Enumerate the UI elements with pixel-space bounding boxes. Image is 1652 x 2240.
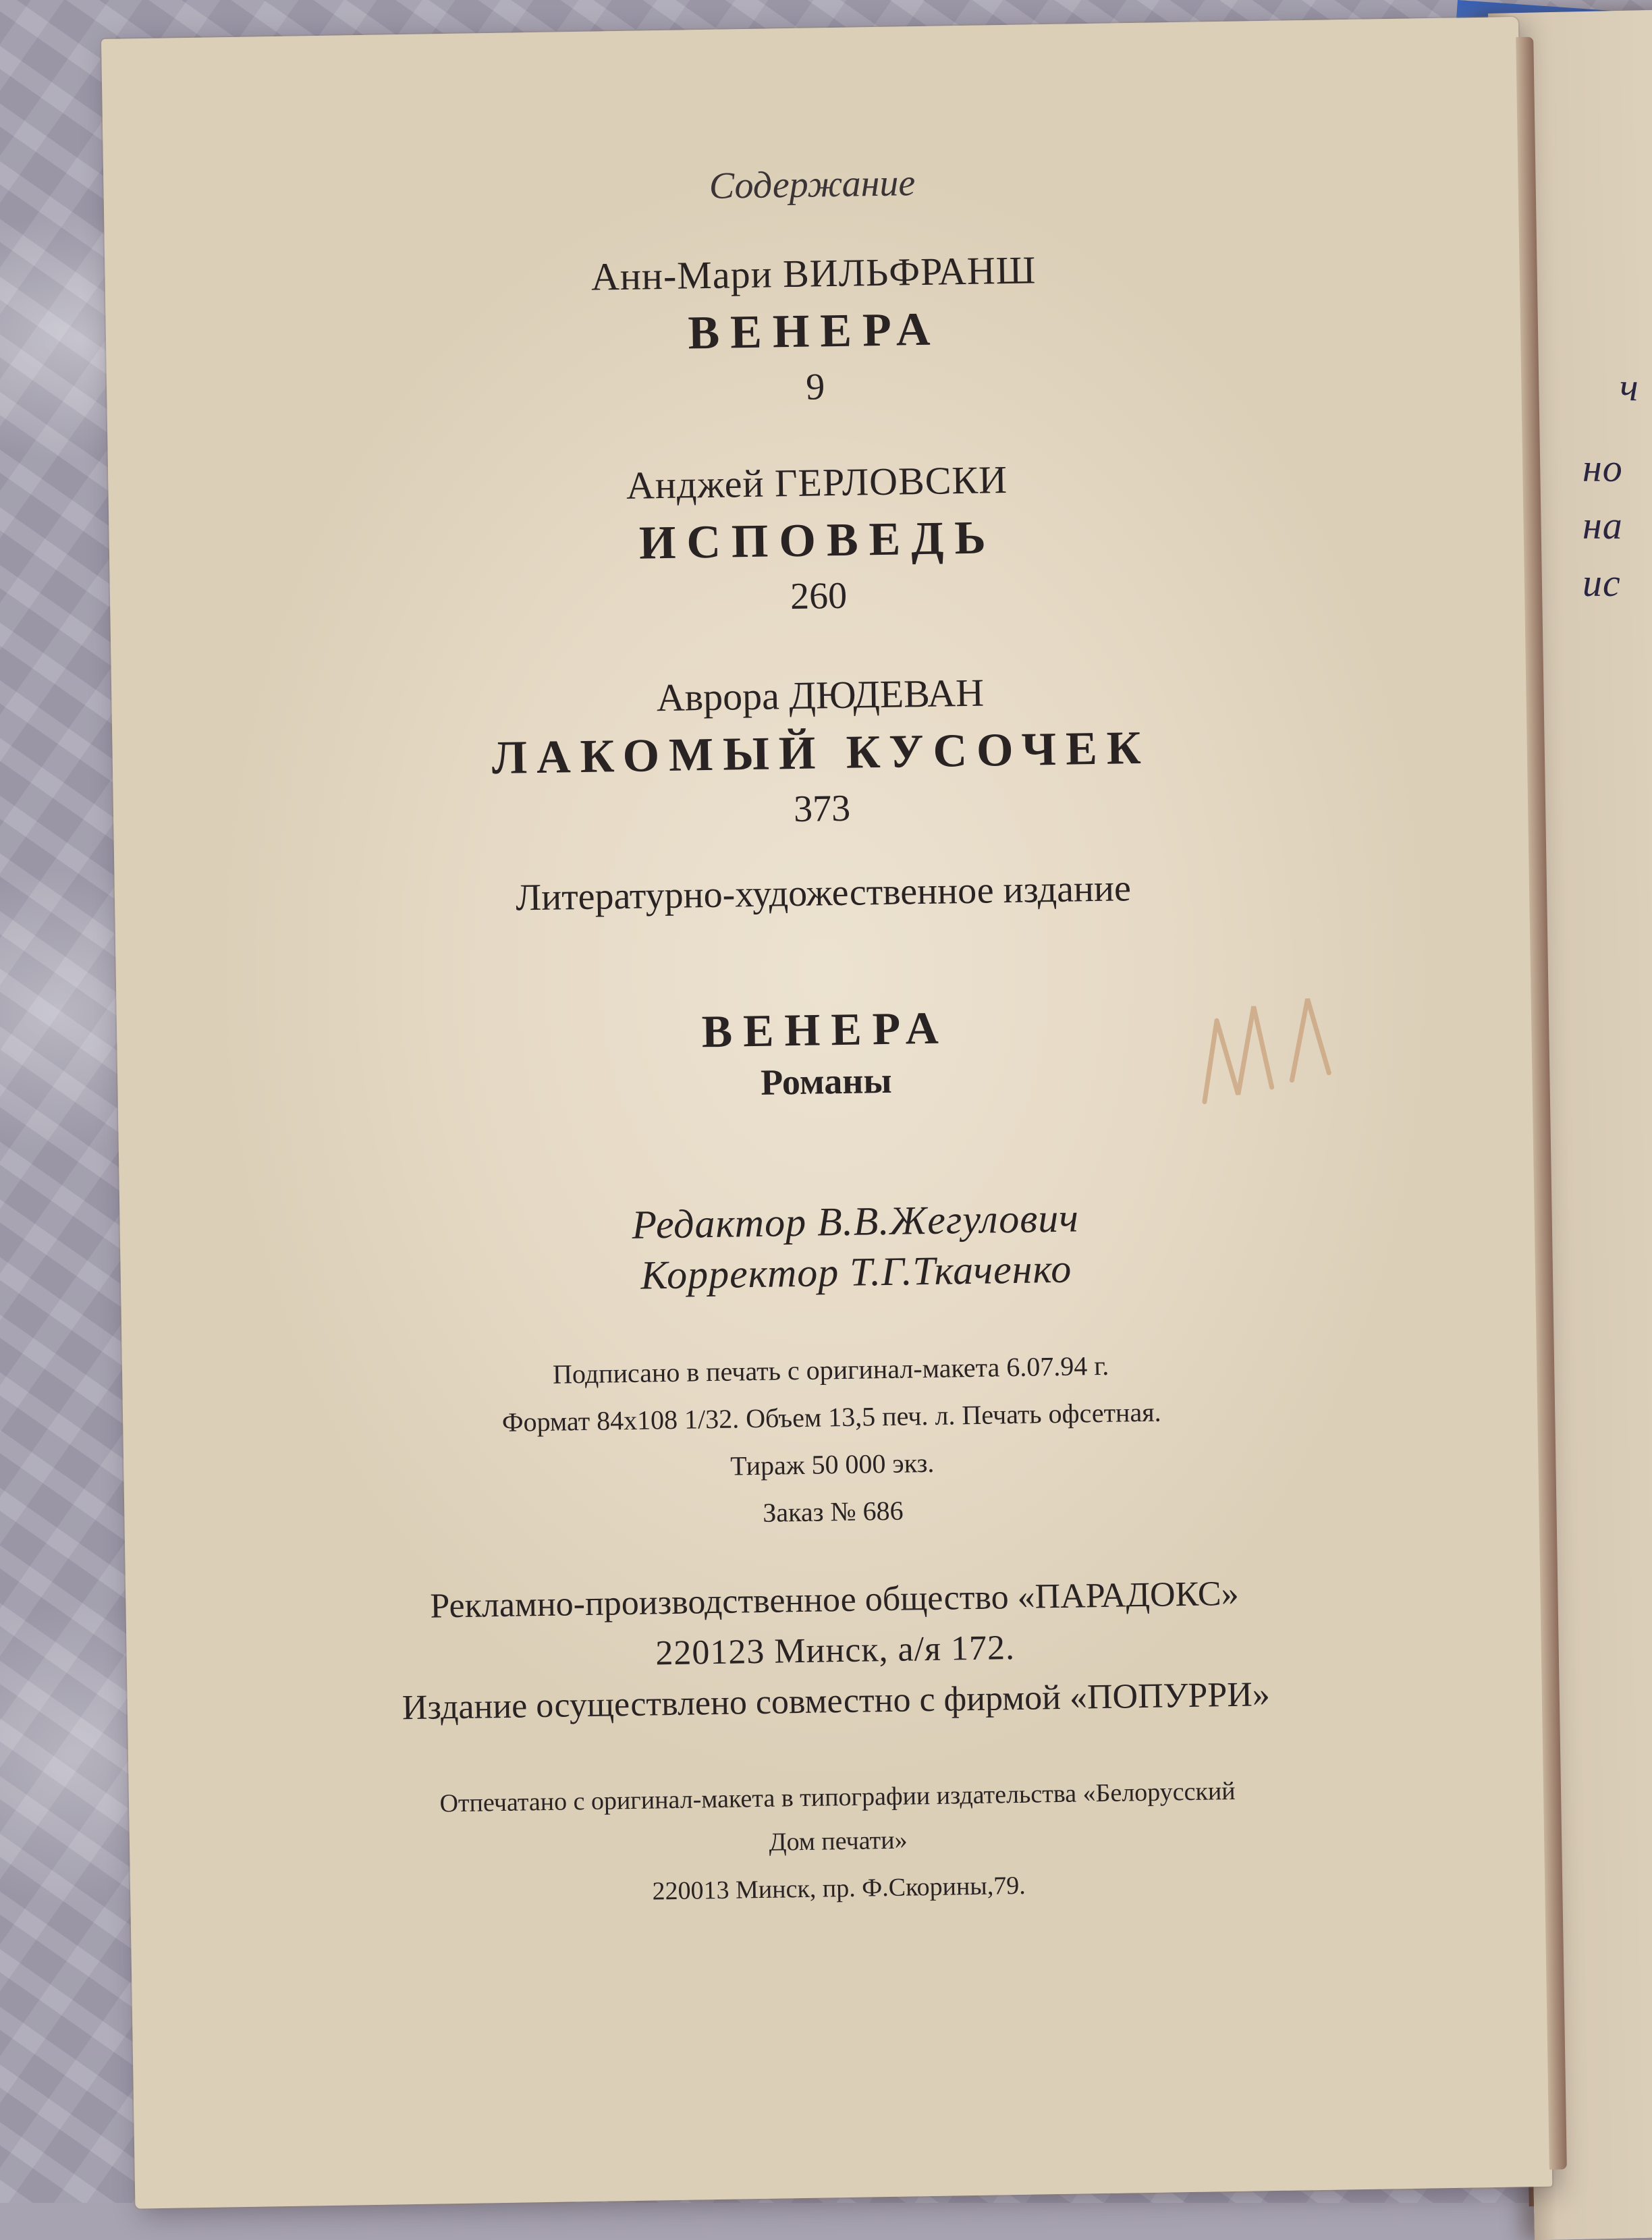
publisher-partner: Издание осуществлено совместно с фирмой «ПОПУРРИ» bbox=[402, 1675, 1271, 1728]
printer-line-2: Дом печати» bbox=[769, 1826, 908, 1857]
facing-page-fragment-4: ис bbox=[1582, 561, 1621, 605]
pencil-mark bbox=[1189, 978, 1367, 1129]
book-title: ВЕНЕРА bbox=[701, 1002, 950, 1058]
printer-line-1: Отпечатано с оригинал-макета в типографии издательства «Белорусский bbox=[439, 1776, 1236, 1818]
entry-2-author: Анджей ГЕРЛОВСКИ bbox=[626, 457, 1008, 508]
publisher-name: Рекламно-производственное общество «ПАРАДОКС» bbox=[429, 1574, 1240, 1626]
printer-address: 220013 Минск, пр. Ф.Скорины,79. bbox=[652, 1871, 1026, 1906]
imprint-order: Заказ № 686 bbox=[762, 1495, 904, 1528]
contents-heading: Содержание bbox=[709, 162, 916, 207]
book-genre: Романы bbox=[760, 1060, 893, 1103]
entry-3-author: Аврора ДЮДЕВАН bbox=[656, 670, 985, 720]
proofreader-credit: Корректор Т.Г.Ткаченко bbox=[640, 1246, 1072, 1298]
editor-credit: Редактор В.В.Жегулович bbox=[631, 1195, 1080, 1247]
entry-3-title: ЛАКОМЫЙ КУСОЧЕК bbox=[491, 721, 1151, 785]
facing-page-fragment-1: ч bbox=[1620, 365, 1639, 409]
entry-1-title: ВЕНЕРА bbox=[687, 303, 941, 360]
entry-3-page: 373 bbox=[793, 787, 851, 831]
entry-1-page: 9 bbox=[805, 366, 825, 408]
entry-2-page: 260 bbox=[790, 574, 848, 618]
facing-page-fragment-3: на bbox=[1582, 503, 1623, 547]
book-page bbox=[101, 17, 1552, 2209]
facing-page-fragment-2: но bbox=[1582, 446, 1623, 490]
entry-2-title: ИСПОВЕДЬ bbox=[638, 512, 997, 570]
imprint-print-run: Тираж 50 000 экз. bbox=[729, 1447, 935, 1481]
imprint-signed: Подписано в печать с оригинал-макета 6.07.94 г. bbox=[552, 1350, 1109, 1390]
entry-1-author: Анн-Мари ВИЛЬФРАНШ bbox=[590, 248, 1037, 299]
imprint-format: Формат 84x108 1/32. Объем 13,5 печ. л. Печать офсетная. bbox=[501, 1396, 1161, 1438]
edition-type: Литературно-художественное издание bbox=[515, 867, 1132, 919]
publisher-address: 220123 Минск, а/я 172. bbox=[655, 1629, 1016, 1673]
